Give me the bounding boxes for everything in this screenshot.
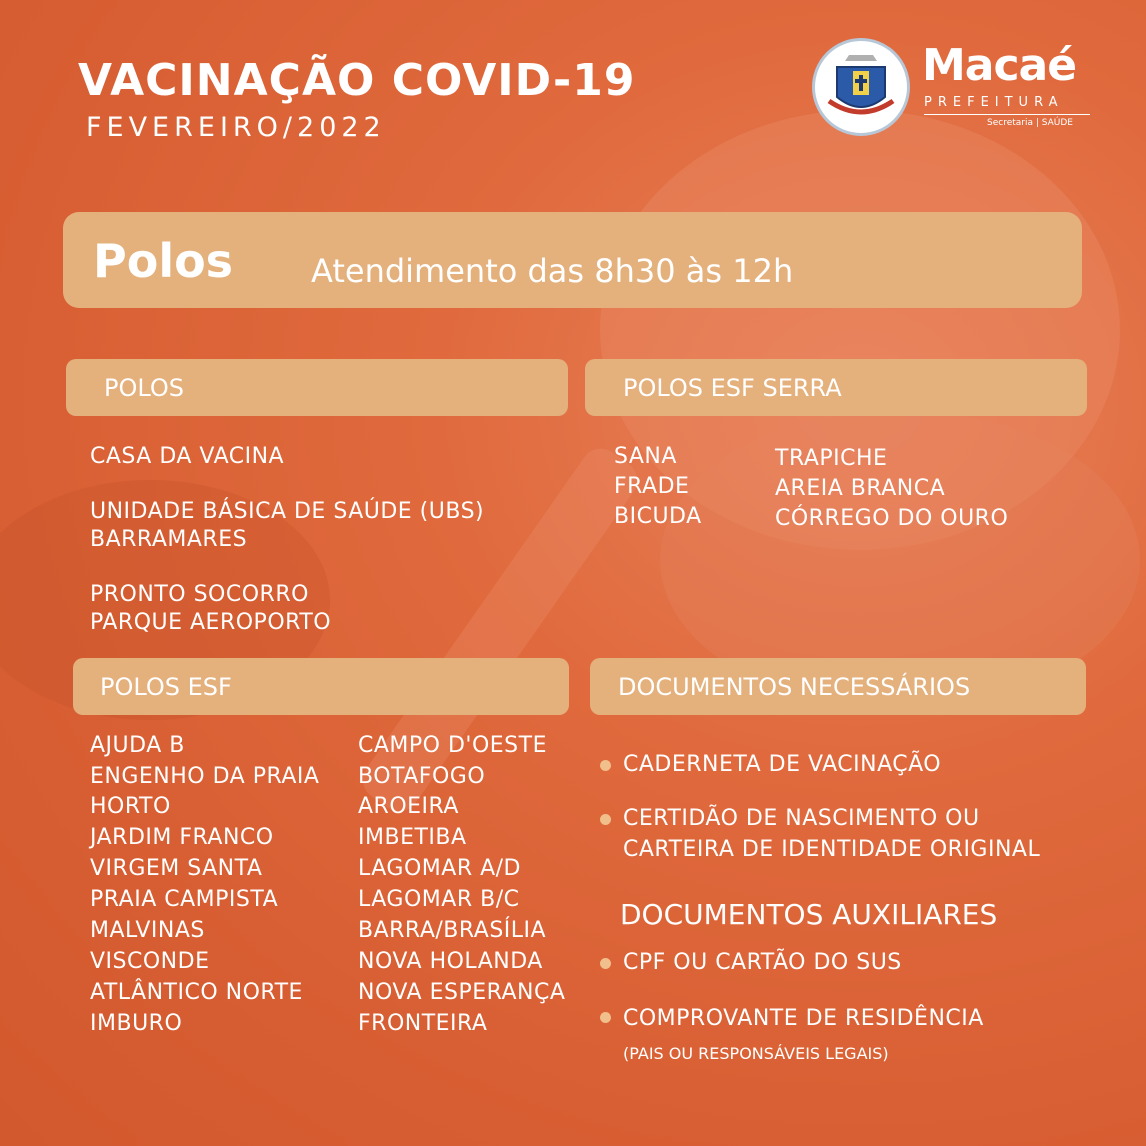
list-item: PARQUE AEROPORTO — [90, 610, 332, 635]
list-item: ATLÂNTICO NORTE — [90, 980, 303, 1005]
bullet-icon — [600, 1012, 611, 1023]
list-item: FRADE — [614, 474, 690, 499]
list-item: PRONTO SOCORRO — [90, 582, 309, 607]
list-item: IMBETIBA — [358, 825, 467, 850]
city-seal-icon — [812, 38, 910, 136]
section-documentos-header — [590, 658, 1086, 715]
list-item-note: (PAIS OU RESPONSÁVEIS LEGAIS) — [623, 1044, 889, 1063]
list-item: CAMPO D'OESTE — [358, 733, 547, 758]
list-item: BICUDA — [614, 504, 702, 529]
list-item: AJUDA B — [90, 733, 185, 758]
list-item: CPF OU CARTÃO DO SUS — [623, 950, 902, 975]
section-polos-serra-header — [585, 359, 1087, 416]
list-item: VIRGEM SANTA — [90, 856, 263, 881]
section-polos-header — [66, 359, 568, 416]
list-item: CERTIDÃO DE NASCIMENTO OU — [623, 806, 980, 831]
section-label: POLOS ESF SERRA — [623, 374, 842, 402]
list-item: PRAIA CAMPISTA — [90, 887, 279, 912]
list-item: AROEIRA — [358, 794, 459, 819]
section-label: POLOS ESF — [100, 673, 232, 701]
list-item: ENGENHO DA PRAIA — [90, 764, 320, 789]
banner-hours: Atendimento das 8h30 às 12h — [311, 252, 794, 290]
section-label: DOCUMENTOS NECESSÁRIOS — [618, 673, 971, 701]
hours-banner — [63, 212, 1082, 308]
bullet-icon — [600, 760, 611, 771]
list-item: VISCONDE — [90, 949, 210, 974]
logo-prefeitura: PREFEITURA — [924, 95, 1064, 110]
logo-divider — [924, 114, 1090, 115]
list-item: JARDIM FRANCO — [90, 825, 274, 850]
list-item: NOVA ESPERANÇA — [358, 980, 566, 1005]
list-item: NOVA HOLANDA — [358, 949, 543, 974]
list-item: TRAPICHE — [775, 446, 888, 471]
list-item: BARRA/BRASÍLIA — [358, 918, 547, 943]
list-item: BOTAFOGO — [358, 764, 486, 789]
list-item: CASA DA VACINA — [90, 444, 285, 469]
logo-name: Macaé — [922, 40, 1077, 91]
logo-secretaria: Secretaria | SAÚDE — [987, 118, 1073, 128]
list-item: FRONTEIRA — [358, 1011, 488, 1036]
list-item: CARTEIRA DE IDENTIDADE ORIGINAL — [623, 837, 1041, 862]
page-title: VACINAÇÃO COVID-19 — [78, 55, 636, 106]
list-item: LAGOMAR B/C — [358, 887, 520, 912]
macae-logo — [812, 38, 1090, 138]
section-label: POLOS — [104, 374, 185, 402]
section-polos-esf-header — [73, 658, 569, 715]
list-item: BARRAMARES — [90, 527, 248, 552]
section-auxiliares-heading: DOCUMENTOS AUXILIARES — [620, 898, 998, 931]
list-item: AREIA BRANCA — [775, 476, 946, 501]
bullet-icon — [600, 958, 611, 969]
list-item: HORTO — [90, 794, 171, 819]
list-item: CÓRREGO DO OURO — [775, 506, 1009, 531]
page-subtitle: FEVEREIRO/2022 — [86, 112, 386, 143]
list-item: MALVINAS — [90, 918, 205, 943]
list-item: COMPROVANTE DE RESIDÊNCIA — [623, 1006, 984, 1031]
list-item: UNIDADE BÁSICA DE SAÚDE (UBS) — [90, 499, 485, 524]
list-item: CADERNETA DE VACINAÇÃO — [623, 752, 942, 777]
list-item: LAGOMAR A/D — [358, 856, 522, 881]
bullet-icon — [600, 814, 611, 825]
list-item: IMBURO — [90, 1011, 183, 1036]
list-item: SANA — [614, 444, 677, 469]
banner-title: Polos — [93, 234, 234, 288]
